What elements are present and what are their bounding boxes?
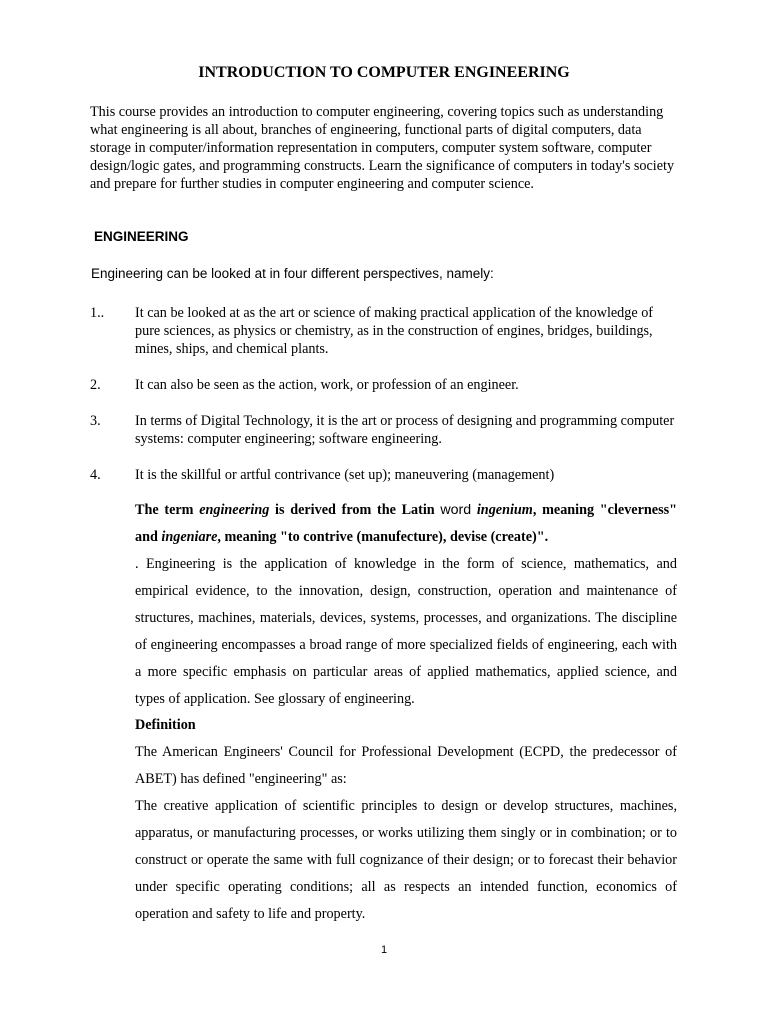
definition-quote: The creative application of scientific principles to design or develop structures, machines, apparatus, or manufacturing processes, or works utilizing them singly or in combination; or to construct or operate the same with full cognizance of their design; or to forecast their behavior under specific operating conditions; all as respects an intended function, economics of operation and safety to life and property. (135, 798, 677, 922)
etymology-term: engineering (199, 502, 270, 518)
list-item-text: It can be looked at as the art or science of making practical application of the knowledge of pure sciences, as physics or chemistry, as in the construction of engines, bridges, buildings, mines, ships, and chemical plants. (135, 305, 654, 357)
list-item-number: 3. (90, 413, 101, 429)
list-item-number: 1.. (90, 305, 105, 321)
perspectives-intro: Engineering can be looked at in four different perspectives, namely: (91, 266, 494, 281)
intro-paragraph: This course provides an introduction to computer engineering, covering topics such as understanding what engineering is all about, branches of engineering, functional parts of digital computers, data storage in computer/information representation in computers, computer system software, computer design/logic gates, and programming constructs. Learn the significance of computers in today's society and prepare for further studies in computer engineering and computer science. (90, 104, 675, 192)
list-item-number: 2. (90, 377, 101, 393)
engineering-paragraph: . Engineering is the application of knowledge in the form of science, mathematics, and empirical evidence, to the innovation, design, construction, operation and maintenance of structures, machines, materials, devices, systems, processes, and organizations. The discipline of engineering encompasses a broad range of more specialized fields of engineering, each with a more specific emphasis on particular areas of applied mathematics, applied science, and types of application. See glossary of engineering. (135, 556, 677, 707)
etymology-text: The term (135, 502, 200, 518)
document-title: INTRODUCTION TO COMPUTER ENGINEERING (198, 64, 570, 81)
page-number: 1 (380, 944, 388, 956)
engineering-heading: ENGINEERING (94, 229, 189, 244)
list-item-text: It is the skillful or artful contrivance (set up); maneuvering (management) (135, 467, 555, 483)
etymology-term: ingenium (476, 502, 533, 518)
etymology-term: ingeniare (161, 529, 218, 545)
etymology-text: is derived from the Latin (269, 502, 441, 518)
list-item-text: It can also be seen as the action, work, or profession of an engineer. (135, 377, 519, 393)
etymology-text: , meaning "to contrive (manufecture), devise (create)". (217, 529, 549, 545)
etymology-text: , meaning "cleverness" and (135, 502, 678, 545)
definition-heading: Definition (135, 717, 196, 733)
list-item-text: In terms of Digital Technology, it is the art or process of designing and programming computer systems: computer engineering; software engineering. (135, 413, 675, 447)
etymology-paragraph (135, 497, 677, 551)
definition-paragraph: The American Engineers' Council for Professional Development (ECPD, the predecessor of ABET) has defined "engineering" as: (135, 744, 677, 787)
etymology-word: word (440, 502, 472, 518)
list-item-number: 4. (90, 467, 101, 483)
